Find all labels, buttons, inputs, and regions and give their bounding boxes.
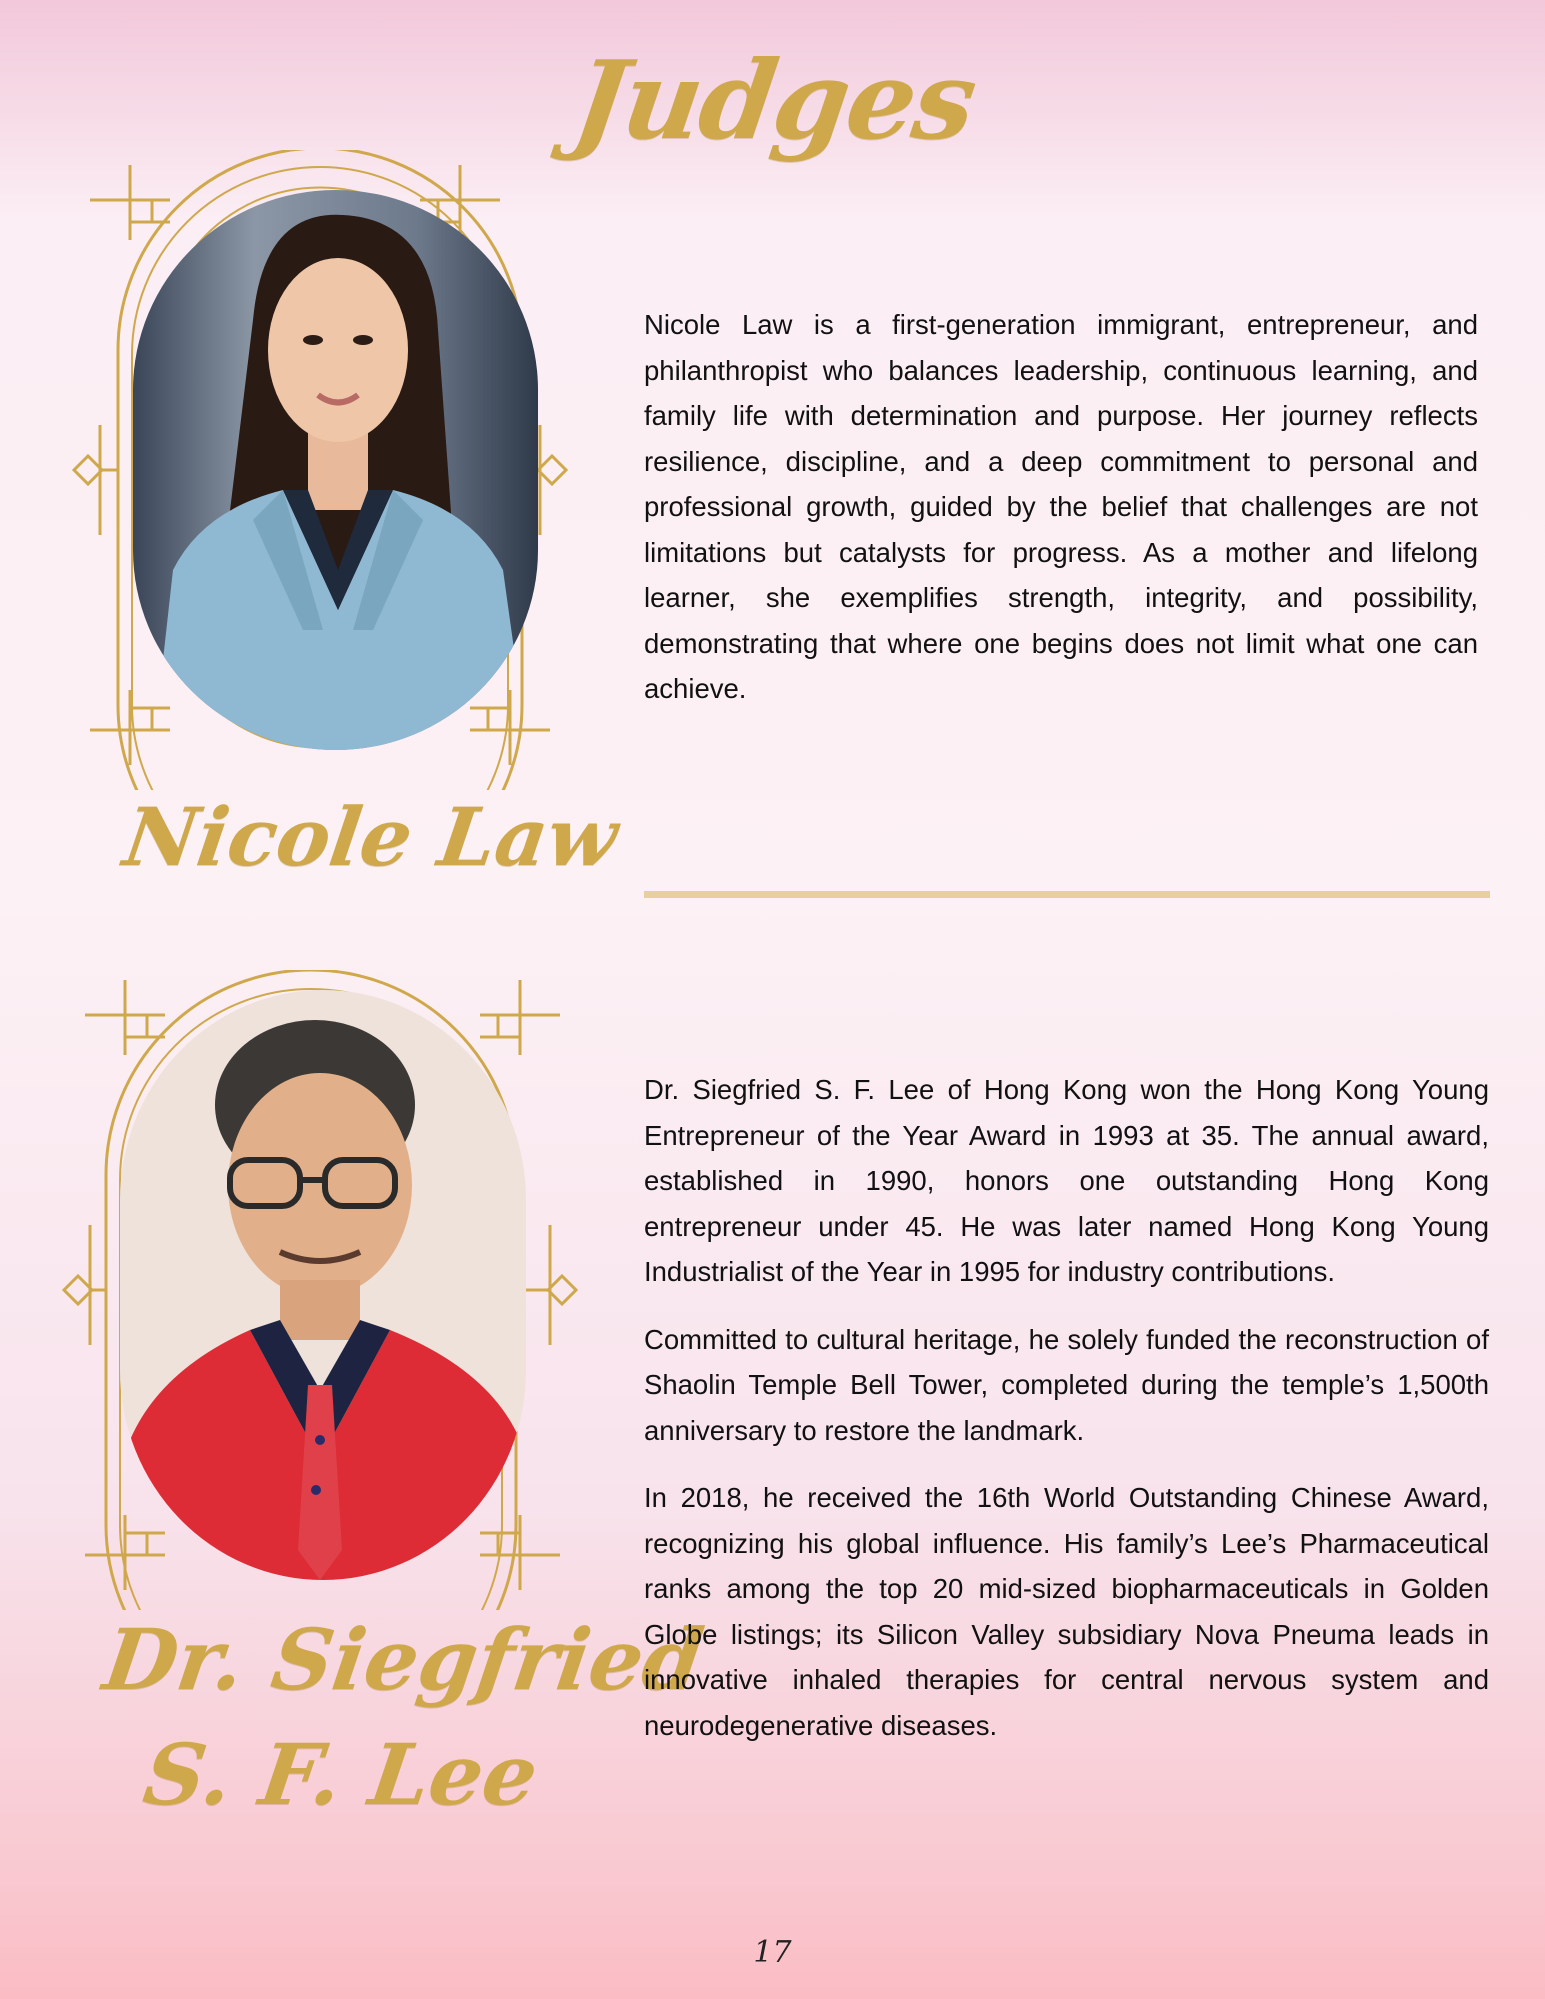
bio-paragraph: Nicole Law is a first-generation immigrant, entrepreneur, and philanthropist who balances leadership, continuous learning, and family life with determination and purpose. Her journey reflects resilience, discipline, and a deep commitment to personal and professional growth, guided by the belief that challenges are not limitations but catalysts for progress. As a mother and lifelong learner, she exemplifies strength, integrity, and possibility, demonstrating that where one begins does not limit what one can achieve.: [644, 309, 1478, 704]
bio-paragraph: Committed to cultural heritage, he solely funded the reconstruction of Shaolin Temple Bell Tower, completed during the temple’s 1,500th anniversary to restore the landmark.: [644, 1323, 1489, 1446]
judge-name-nicole-law: Nicole Law: [118, 790, 624, 884]
judge-name-siegfried-lee-line2: S. F. Lee: [138, 1725, 544, 1824]
page-title: Judges: [566, 38, 983, 164]
bio-paragraph: Dr. Siegfried S. F. Lee of Hong Kong won the Hong Kong Young Entrepreneur of the Year Award in 1993 at 35. The annual award, established in 1990, honors one outstanding Hong Kong entrepreneur under 45. He was later named Hong Kong Young Industrialist of the Year in 1995 for industry contributions.: [644, 1074, 1489, 1287]
judge-bio-siegfried-lee: [644, 1067, 1489, 1748]
judge-photo-siegfried-lee: [120, 990, 526, 1580]
judge-bio-nicole-law: [644, 302, 1478, 712]
section-divider: [644, 891, 1490, 898]
judge-photo-nicole-law: [133, 190, 538, 750]
judge-name-siegfried-lee-line1: Dr. Siegfried: [98, 1610, 710, 1709]
page-number: 17: [753, 1935, 792, 1970]
bio-paragraph: In 2018, he received the 16th World Outstanding Chinese Award, recognizing his global influence. His family’s Lee’s Pharmaceutical ranks among the top 20 mid-sized biopharmaceuticals in Golden Globe listings; its Silicon Valley subsidiary Nova Pneuma leads in innovative inhaled therapies for central nervous system and neurodegenerative diseases.: [644, 1482, 1489, 1741]
